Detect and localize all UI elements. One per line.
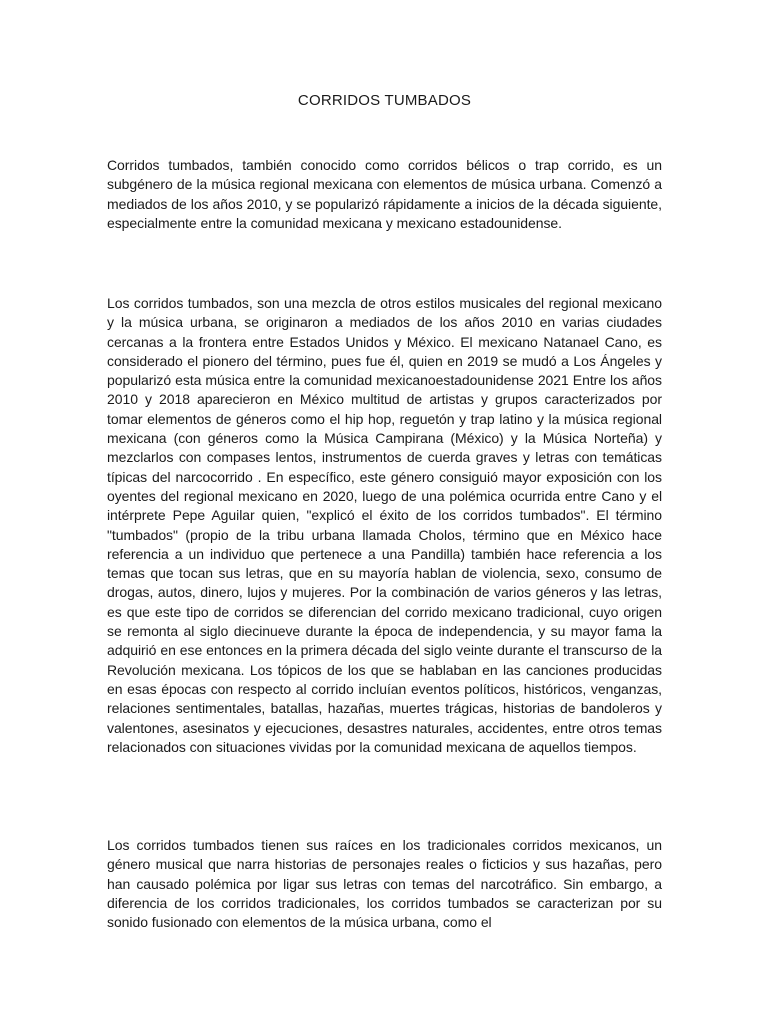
document-page xyxy=(107,0,662,1024)
paragraph-intro: Corridos tumbados, también conocido como corridos bélicos o trap corrido, es un subgénero de la música regional mexicana con elementos de música urbana. Comenzó a mediados de los años 2010, y se popularizó rápidamente a inicios de la década siguiente, especialmente entre la comunidad mexicana y mexicano estadounidense. xyxy=(107,157,662,231)
paragraph-history: Los corridos tumbados, son una mezcla de otros estilos musicales del regional mexicano y la música urbana, se originaron a mediados de los años 2010 en varias ciudades cercanas a la frontera entre Estados Unidos y México. El mexicano Natanael Cano, es considerado el pionero del término, pues fue él, quien en 2019 se mudó a Los Ángeles y popularizó esta música entre la comunidad mexicanoestadounidense 2021 Entre los años 2010 y 2018 aparecieron en México multitud de artistas y grupos caracterizados por tomar elementos de géneros como el hip hop, reguetón y trap latino y la música regional mexicana (con géneros como la Música Campirana (México) y la Música Norteña) y mezclarlos con compases lentos, instrumentos de cuerda graves y letras con temáticas típicas del narcocorrido . En específico, este género consiguió mayor exposición con los oyentes del regional mexicano en 2020, luego de una polémica ocurrida entre Cano y el intérprete Pepe Aguilar quien, "explicó el éxito de los corridos tumbados". El término "tumbados" (propio de la tribu urbana llamada Cholos, término que en México hace referencia a un individuo que pertenece a una Pandilla) también hace referencia a los temas que tocan sus letras, que en su mayoría hablan de violencia, sexo, consumo de drogas, autos, dinero, lujos y mujeres. Por la combinación de varios géneros y las letras, es que este tipo de corridos se diferencian del corrido mexicano tradicional, cuyo origen se remonta al siglo diecinueve durante la época de independencia, y su mayor fama la adquirió en ese entonces en la primera década del siglo veinte durante el transcurso de la Revolución mexicana. Los tópicos de los que se hablaban en las canciones producidas en esas épocas con respecto al corrido incluían eventos políticos, históricos, venganzas, relaciones sentimentales, batallas, hazañas, muertes trágicas, historias de bandoleros y valentones, asesinatos y ejecuciones, desastres naturales, accidentes, entre otros temas relacionados con situaciones vividas por la comunidad mexicana de aquellos tiempos. xyxy=(107,295,662,755)
paragraph-roots: Los corridos tumbados tienen sus raíces en los tradicionales corridos mexicanos, un género musical que narra historias de personajes reales o ficticios y sus hazañas, pero han causado polémica por ligar sus letras con temas del narcotráfico. Sin embargo, a diferencia de los corridos tradicionales, los corridos tumbados se caracterizan por su sonido fusionado con elementos de la música urbana, como el xyxy=(107,837,662,931)
document-title: CORRIDOS TUMBADOS xyxy=(297,92,472,109)
